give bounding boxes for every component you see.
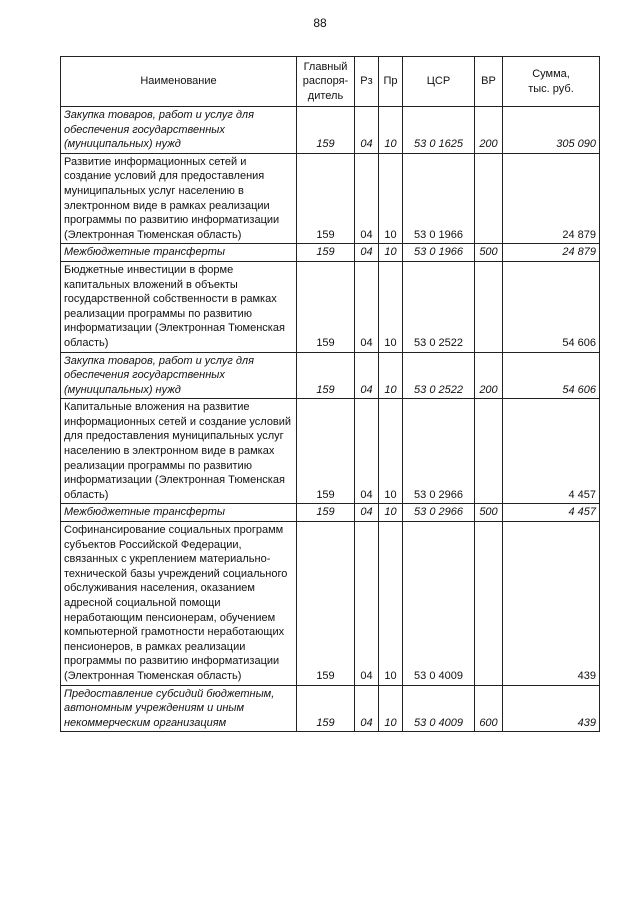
header-sum xyxy=(503,57,600,107)
header-pr: Пр xyxy=(379,57,403,107)
cell-csr: 53 0 1966 xyxy=(403,244,475,262)
header-csr: ЦСР xyxy=(403,57,475,107)
cell-rz: 04 xyxy=(355,153,379,244)
cell-pr: 10 xyxy=(379,244,403,262)
header-row xyxy=(61,57,600,107)
cell-csr: 53 0 2966 xyxy=(403,504,475,522)
cell-csr: 53 0 1966 xyxy=(403,153,475,244)
cell-sum: 4 457 xyxy=(503,504,600,522)
cell-name: Межбюджетные трансферты xyxy=(61,504,297,522)
cell-name: Межбюджетные трансферты xyxy=(61,244,297,262)
header-glav-line3: дитель xyxy=(307,89,344,102)
header-vr: ВР xyxy=(475,57,503,107)
cell-glav: 159 xyxy=(297,399,355,504)
budget-table xyxy=(60,56,600,732)
header-glav-line1: Главный xyxy=(303,60,348,73)
cell-pr: 10 xyxy=(379,522,403,686)
header-sum-line2: тыс. руб. xyxy=(528,82,574,95)
cell-name: Закупка товаров, работ и услуг для обеспечения государственных (муниципальных) нужд xyxy=(61,352,297,399)
header-name: Наименование xyxy=(61,57,297,107)
cell-sum: 4 457 xyxy=(503,399,600,504)
cell-sum: 305 090 xyxy=(503,107,600,154)
cell-glav: 159 xyxy=(297,153,355,244)
cell-sum: 24 879 xyxy=(503,153,600,244)
cell-vr: 500 xyxy=(475,244,503,262)
cell-csr: 53 0 4009 xyxy=(403,685,475,732)
cell-rz: 04 xyxy=(355,107,379,154)
table-row xyxy=(61,685,600,732)
table-row xyxy=(61,244,600,262)
cell-csr: 53 0 2966 xyxy=(403,399,475,504)
cell-glav: 159 xyxy=(297,352,355,399)
cell-csr: 53 0 2522 xyxy=(403,352,475,399)
cell-rz: 04 xyxy=(355,261,379,352)
cell-rz: 04 xyxy=(355,352,379,399)
table-row xyxy=(61,504,600,522)
cell-glav: 159 xyxy=(297,504,355,522)
cell-name: Капитальные вложения на развитие информационных сетей и создание условий для предоставления муниципальных услуг населению в электронном виде в рамках реализации программы по развитию информатизации (Электронная Тюменская область) xyxy=(61,399,297,504)
header-glav xyxy=(297,57,355,107)
cell-pr: 10 xyxy=(379,352,403,399)
header-rz: Рз xyxy=(355,57,379,107)
cell-vr xyxy=(475,399,503,504)
cell-pr: 10 xyxy=(379,261,403,352)
cell-sum: 439 xyxy=(503,685,600,732)
header-glav-line2: распоря- xyxy=(302,75,349,88)
cell-name: Софинансирование социальных программ субъектов Российской Федерации, связанных с укреплением материально-технической базы учреждений социального обслуживания населения, оказанием адресной социальной помощи неработающим пенсионерам, обучением компьютерной грамотности неработающих пенсионеров, в рамках реализации программы по развитию информатизации (Электронная Тюменская область) xyxy=(61,522,297,686)
cell-csr: 53 0 1625 xyxy=(403,107,475,154)
cell-vr xyxy=(475,153,503,244)
cell-sum: 24 879 xyxy=(503,244,600,262)
cell-name: Предоставление субсидий бюджетным, автономным учреждениям и иным некоммерческим организациям xyxy=(61,685,297,732)
table-row xyxy=(61,522,600,686)
cell-pr: 10 xyxy=(379,504,403,522)
cell-vr xyxy=(475,261,503,352)
cell-pr: 10 xyxy=(379,107,403,154)
cell-vr xyxy=(475,522,503,686)
cell-rz: 04 xyxy=(355,522,379,686)
table-row xyxy=(61,261,600,352)
cell-csr: 53 0 2522 xyxy=(403,261,475,352)
table-row xyxy=(61,107,600,154)
cell-vr: 200 xyxy=(475,107,503,154)
header-sum-line1: Сумма, xyxy=(532,67,570,80)
cell-glav: 159 xyxy=(297,261,355,352)
cell-glav: 159 xyxy=(297,522,355,686)
cell-pr: 10 xyxy=(379,153,403,244)
table-row xyxy=(61,399,600,504)
cell-glav: 159 xyxy=(297,107,355,154)
table-row xyxy=(61,153,600,244)
cell-sum: 439 xyxy=(503,522,600,686)
cell-csr: 53 0 4009 xyxy=(403,522,475,686)
cell-pr: 10 xyxy=(379,685,403,732)
cell-pr: 10 xyxy=(379,399,403,504)
cell-glav: 159 xyxy=(297,244,355,262)
cell-rz: 04 xyxy=(355,399,379,504)
cell-name: Бюджетные инвестиции в форме капитальных вложений в объекты государственной собственности в рамках реализации программы по развитию информатизации (Электронная Тюменская область) xyxy=(61,261,297,352)
cell-sum: 54 606 xyxy=(503,261,600,352)
page-number: 88 xyxy=(313,16,327,30)
cell-vr: 200 xyxy=(475,352,503,399)
cell-rz: 04 xyxy=(355,244,379,262)
cell-rz: 04 xyxy=(355,685,379,732)
cell-name: Развитие информационных сетей и создание условий для предоставления муниципальных услуг населению в электронном виде в рамках реализации программы по развитию информатизации (Электронная Тюменская область) xyxy=(61,153,297,244)
cell-glav: 159 xyxy=(297,685,355,732)
table-row xyxy=(61,352,600,399)
cell-name: Закупка товаров, работ и услуг для обеспечения государственных (муниципальных) нужд xyxy=(61,107,297,154)
cell-vr: 500 xyxy=(475,504,503,522)
cell-vr: 600 xyxy=(475,685,503,732)
cell-sum: 54 606 xyxy=(503,352,600,399)
cell-rz: 04 xyxy=(355,504,379,522)
